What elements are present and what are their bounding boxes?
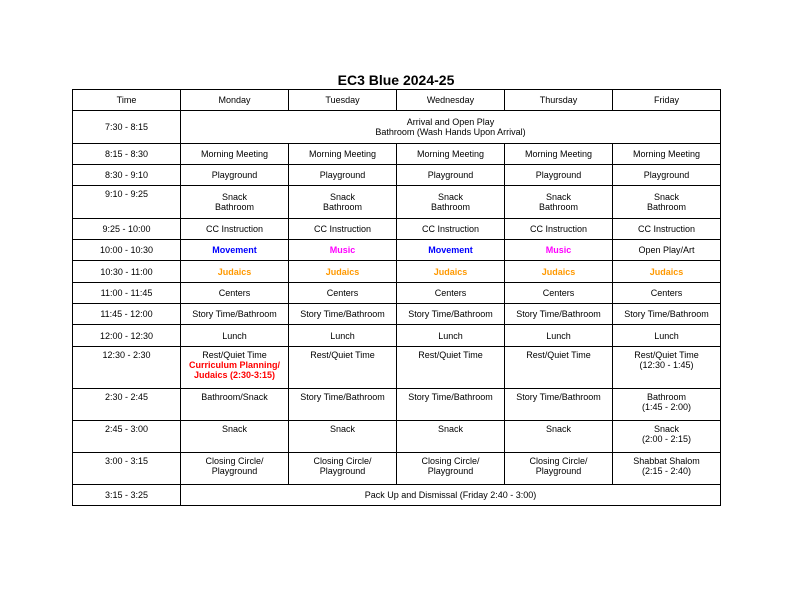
cell-line: Shabbat Shalom (633, 456, 700, 466)
cell-line: Bathroom (538, 202, 579, 212)
wednesday-cell: Centers (397, 283, 505, 304)
thursday-cell: Snack (505, 421, 613, 453)
wednesday-cell (397, 186, 505, 219)
table-row (73, 111, 721, 144)
cell-line: Closing Circle/ (205, 456, 264, 466)
header-wednesday: Wednesday (397, 90, 505, 111)
time-cell: 2:30 - 2:45 (73, 389, 181, 421)
table-row (73, 485, 721, 506)
cell-line: Bathroom (322, 202, 363, 212)
cell-line: Snack (221, 192, 247, 202)
friday-cell: Centers (613, 283, 721, 304)
time-cell: 7:30 - 8:15 (73, 111, 181, 144)
friday-cell: CC Instruction (613, 219, 721, 240)
time-cell: 3:15 - 3:25 (73, 485, 181, 506)
thursday-cell: Playground (505, 165, 613, 186)
cell-line: Snack (653, 424, 679, 434)
table-row (73, 283, 721, 304)
header-tuesday: Tuesday (289, 90, 397, 111)
cell-line: Rest/Quiet Time (202, 350, 267, 360)
table-row (73, 186, 721, 219)
table-row (73, 219, 721, 240)
monday-cell (181, 347, 289, 389)
header-monday: Monday (181, 90, 289, 111)
cell-line: (12:30 - 1:45) (639, 360, 694, 370)
header-thursday: Thursday (505, 90, 613, 111)
monday-cell: Story Time/Bathroom (181, 304, 289, 325)
friday-cell (613, 421, 721, 453)
thursday-cell: Story Time/Bathroom (505, 304, 613, 325)
wednesday-cell: Morning Meeting (397, 144, 505, 165)
thursday-cell: Judaics (505, 261, 613, 283)
planning-note: Judaics (2:30-3:15) (193, 370, 276, 380)
cell-line: Bathroom (Wash Hands Upon Arrival) (375, 127, 526, 137)
friday-cell: Morning Meeting (613, 144, 721, 165)
cell-line: Rest/Quiet Time (634, 350, 699, 360)
wednesday-cell: Rest/Quiet Time (397, 347, 505, 389)
monday-cell (181, 453, 289, 485)
tuesday-cell: Morning Meeting (289, 144, 397, 165)
cell-line: Snack (329, 192, 355, 202)
tuesday-cell: Rest/Quiet Time (289, 347, 397, 389)
cell-line: Bathroom (646, 202, 687, 212)
table-row (73, 389, 721, 421)
friday-cell (613, 186, 721, 219)
time-cell: 9:25 - 10:00 (73, 219, 181, 240)
wednesday-cell: Lunch (397, 325, 505, 347)
time-cell: 2:45 - 3:00 (73, 421, 181, 453)
schedule-title: EC3 Blue 2024-25 (337, 72, 455, 88)
time-cell: 12:30 - 2:30 (73, 347, 181, 389)
cell-line: Bathroom (646, 392, 687, 402)
friday-cell: Judaics (613, 261, 721, 283)
tuesday-cell: Story Time/Bathroom (289, 389, 397, 421)
monday-cell: Centers (181, 283, 289, 304)
header-friday: Friday (613, 90, 721, 111)
monday-cell: Snack (181, 421, 289, 453)
table-row (73, 421, 721, 453)
time-cell: 9:10 - 9:25 (73, 186, 181, 219)
wednesday-cell: Playground (397, 165, 505, 186)
friday-cell (613, 347, 721, 389)
monday-cell: Bathroom/Snack (181, 389, 289, 421)
arrival-cell (181, 111, 721, 144)
tuesday-cell: Snack (289, 421, 397, 453)
tuesday-cell: Centers (289, 283, 397, 304)
friday-cell: Lunch (613, 325, 721, 347)
thursday-cell: Music (505, 240, 613, 261)
time-cell: 3:00 - 3:15 (73, 453, 181, 485)
cell-line: Closing Circle/ (313, 456, 372, 466)
table-row (73, 261, 721, 283)
cell-line: Snack (437, 192, 463, 202)
thursday-cell: Rest/Quiet Time (505, 347, 613, 389)
table-row (73, 347, 721, 389)
friday-cell (613, 389, 721, 421)
thursday-cell (505, 186, 613, 219)
cell-line: Bathroom (214, 202, 255, 212)
wednesday-cell (397, 453, 505, 485)
thursday-cell: Morning Meeting (505, 144, 613, 165)
friday-cell: Open Play/Art (613, 240, 721, 261)
wednesday-cell: Story Time/Bathroom (397, 389, 505, 421)
cell-line: (2:00 - 2:15) (641, 434, 692, 444)
time-cell: 11:00 - 11:45 (73, 283, 181, 304)
tuesday-cell: Story Time/Bathroom (289, 304, 397, 325)
tuesday-cell: Judaics (289, 261, 397, 283)
thursday-cell: Lunch (505, 325, 613, 347)
friday-cell (613, 453, 721, 485)
time-cell: 10:00 - 10:30 (73, 240, 181, 261)
friday-cell: Playground (613, 165, 721, 186)
wednesday-cell: Judaics (397, 261, 505, 283)
time-cell: 11:45 - 12:00 (73, 304, 181, 325)
table-row (73, 453, 721, 485)
cell-line: Playground (427, 466, 474, 476)
monday-cell: Morning Meeting (181, 144, 289, 165)
tuesday-cell: Playground (289, 165, 397, 186)
header-time: Time (73, 90, 181, 111)
table-row (73, 325, 721, 347)
cell-line: Playground (535, 466, 582, 476)
monday-cell: Playground (181, 165, 289, 186)
time-cell: 10:30 - 11:00 (73, 261, 181, 283)
monday-cell (181, 186, 289, 219)
tuesday-cell (289, 186, 397, 219)
cell-line: Arrival and Open Play (406, 117, 495, 127)
tuesday-cell: CC Instruction (289, 219, 397, 240)
time-cell: 8:30 - 9:10 (73, 165, 181, 186)
monday-cell: Lunch (181, 325, 289, 347)
cell-line: Playground (319, 466, 366, 476)
wednesday-cell: Story Time/Bathroom (397, 304, 505, 325)
dismissal-cell: Pack Up and Dismissal (Friday 2:40 - 3:00) (181, 485, 721, 506)
table-row (73, 304, 721, 325)
cell-line: (2:15 - 2:40) (641, 466, 692, 476)
thursday-cell (505, 453, 613, 485)
thursday-cell: Story Time/Bathroom (505, 389, 613, 421)
monday-cell: Judaics (181, 261, 289, 283)
time-cell: 8:15 - 8:30 (73, 144, 181, 165)
wednesday-cell: CC Instruction (397, 219, 505, 240)
schedule-table (72, 89, 721, 506)
tuesday-cell: Lunch (289, 325, 397, 347)
cell-line: Closing Circle/ (529, 456, 588, 466)
cell-line: Snack (545, 192, 571, 202)
time-cell: 12:00 - 12:30 (73, 325, 181, 347)
monday-cell: Movement (181, 240, 289, 261)
cell-line: Closing Circle/ (421, 456, 480, 466)
monday-cell: CC Instruction (181, 219, 289, 240)
tuesday-cell: Music (289, 240, 397, 261)
wednesday-cell: Snack (397, 421, 505, 453)
thursday-cell: Centers (505, 283, 613, 304)
cell-line: (1:45 - 2:00) (641, 402, 692, 412)
table-row (73, 165, 721, 186)
tuesday-cell (289, 453, 397, 485)
header-row (73, 90, 721, 111)
table-row (73, 144, 721, 165)
thursday-cell: CC Instruction (505, 219, 613, 240)
table-row (73, 240, 721, 261)
cell-line: Playground (211, 466, 258, 476)
wednesday-cell: Movement (397, 240, 505, 261)
friday-cell: Story Time/Bathroom (613, 304, 721, 325)
cell-line: Bathroom (430, 202, 471, 212)
planning-note: Curriculum Planning/ (188, 360, 280, 370)
cell-line: Snack (653, 192, 679, 202)
